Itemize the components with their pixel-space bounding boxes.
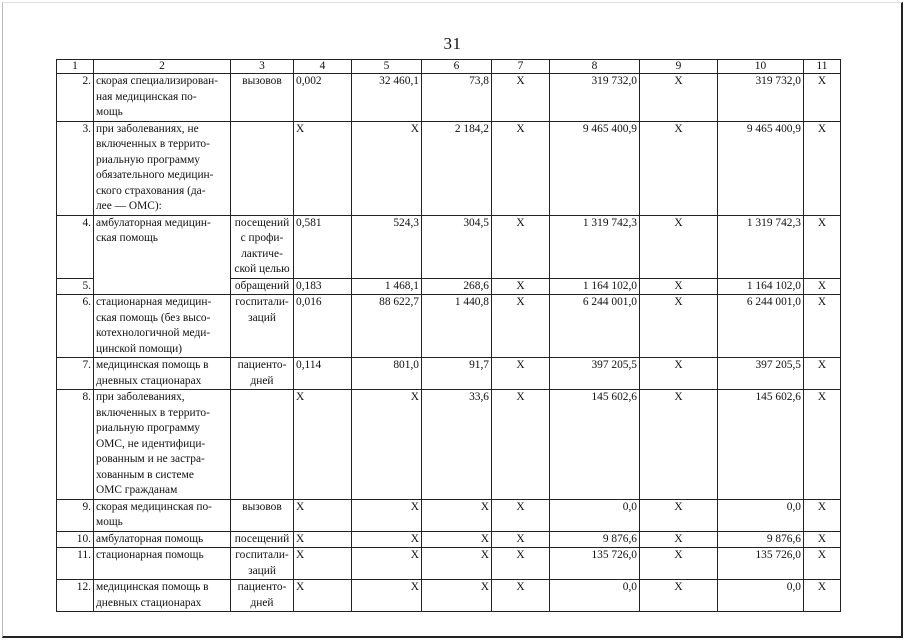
row-c4-cell: X [294, 531, 352, 548]
row-c6-cell: X [422, 548, 492, 580]
row-number-cell: 6. [57, 295, 94, 358]
row-number-cell: 2. [57, 74, 94, 122]
row-name-cell: при заболеваниях, включенных в террито- риальную программу ОМС, не идентифици- рованным и не застра- хованным в системе ОМС гражданам [94, 390, 231, 500]
row-number-cell: 4. [57, 215, 94, 278]
row-c9-cell: X [640, 278, 718, 295]
row-unit-cell: вызовов [231, 499, 294, 531]
row-c8-cell: 145 602,6 [550, 390, 640, 500]
row-c8-cell: 1 319 742,3 [550, 215, 640, 278]
row-c4-cell: 0,016 [294, 295, 352, 358]
row-c9-cell: X [640, 295, 718, 358]
row-unit-cell: пациенто- дней [231, 358, 294, 390]
row-c7-cell: X [492, 580, 550, 612]
row-c8-cell: 9 465 400,9 [550, 121, 640, 215]
row-unit-cell: посещений с профи- лактиче- ской целью [231, 215, 294, 278]
row-c8-cell: 1 164 102,0 [550, 278, 640, 295]
row-c5-cell: 1 468,1 [352, 278, 422, 295]
row-c5-cell: X [352, 499, 422, 531]
row-c11-cell: X [804, 278, 841, 295]
row-c10-cell: 1 319 742,3 [718, 215, 804, 278]
table-row [57, 215, 841, 278]
table-row [57, 499, 841, 531]
row-name-cell: медицинская помощь в дневных стационарах [94, 358, 231, 390]
row-c7-cell: X [492, 74, 550, 122]
column-header: 4 [294, 60, 352, 74]
row-c6-cell: 1 440,8 [422, 295, 492, 358]
row-c8-cell: 0,0 [550, 580, 640, 612]
row-c8-cell: 9 876,6 [550, 531, 640, 548]
row-unit-cell [231, 390, 294, 500]
row-c8-cell: 319 732,0 [550, 74, 640, 122]
row-c6-cell: 91,7 [422, 358, 492, 390]
row-c10-cell: 145 602,6 [718, 390, 804, 500]
row-c4-cell: 0,581 [294, 215, 352, 278]
row-c6-cell: 268,6 [422, 278, 492, 295]
table-row [57, 548, 841, 580]
row-c7-cell: X [492, 121, 550, 215]
row-c4-cell: X [294, 580, 352, 612]
row-name-cell: амбулаторная медицин- ская помощь [94, 215, 231, 278]
row-c6-cell: 33,6 [422, 390, 492, 500]
row-c10-cell: 0,0 [718, 580, 804, 612]
row-c7-cell: X [492, 548, 550, 580]
table-row [57, 74, 841, 122]
row-name-cell: стационарная помощь [94, 548, 231, 580]
row-c11-cell: X [804, 499, 841, 531]
row-name-cell: стационарная медицин- ская помощь (без высо- котехнологичной меди- цинской помощи) [94, 295, 231, 358]
row-c11-cell: X [804, 74, 841, 122]
row-unit-cell: госпитали- заций [231, 548, 294, 580]
row-c11-cell: X [804, 215, 841, 278]
row-unit-cell: обращений [231, 278, 294, 295]
table-body [57, 74, 841, 612]
row-c10-cell: 1 164 102,0 [718, 278, 804, 295]
row-c9-cell: X [640, 548, 718, 580]
row-unit-cell: госпитали- заций [231, 295, 294, 358]
row-c6-cell: X [422, 531, 492, 548]
row-number-cell: 11. [57, 548, 94, 580]
row-number-cell: 12. [57, 580, 94, 612]
row-c6-cell: 2 184,2 [422, 121, 492, 215]
row-number-cell: 5. [57, 278, 94, 295]
row-c11-cell: X [804, 390, 841, 500]
row-c4-cell: 0,002 [294, 74, 352, 122]
table-row [57, 390, 841, 500]
row-name-cell: медицинская помощь в дневных стационарах [94, 580, 231, 612]
row-c5-cell: 88 622,7 [352, 295, 422, 358]
row-number-cell: 7. [57, 358, 94, 390]
row-c5-cell: 32 460,1 [352, 74, 422, 122]
row-unit-cell: пациенто- дней [231, 580, 294, 612]
row-c7-cell: X [492, 531, 550, 548]
page-number: 31 [443, 34, 462, 53]
table-row [57, 278, 841, 295]
row-c10-cell: 135 726,0 [718, 548, 804, 580]
row-c6-cell: X [422, 580, 492, 612]
column-header: 1 [57, 60, 94, 74]
table-row [57, 531, 841, 548]
row-number-cell: 10. [57, 531, 94, 548]
row-c9-cell: X [640, 531, 718, 548]
row-c8-cell: 135 726,0 [550, 548, 640, 580]
row-unit-cell [231, 121, 294, 215]
row-unit-cell: вызовов [231, 74, 294, 122]
row-c10-cell: 319 732,0 [718, 74, 804, 122]
data-table [56, 59, 841, 612]
row-name-cell: амбулаторная помощь [94, 531, 231, 548]
column-header: 2 [94, 60, 231, 74]
row-c11-cell: X [804, 580, 841, 612]
row-c5-cell: X [352, 580, 422, 612]
row-name-cell: скорая медицинская по- мощь [94, 499, 231, 531]
row-c7-cell: X [492, 278, 550, 295]
row-c6-cell: 73,8 [422, 74, 492, 122]
row-c5-cell: X [352, 121, 422, 215]
row-c10-cell: 0,0 [718, 499, 804, 531]
row-c5-cell: 801,0 [352, 358, 422, 390]
column-header: 7 [492, 60, 550, 74]
row-c5-cell: X [352, 548, 422, 580]
column-header: 3 [231, 60, 294, 74]
row-name-cell: скорая специализирован- ная медицинская по- мощь [94, 74, 231, 122]
row-c4-cell: X [294, 390, 352, 500]
row-c4-cell: X [294, 548, 352, 580]
column-header: 9 [640, 60, 718, 74]
row-c5-cell: X [352, 531, 422, 548]
row-unit-cell: посещений [231, 531, 294, 548]
row-c4-cell: X [294, 121, 352, 215]
row-c10-cell: 6 244 001,0 [718, 295, 804, 358]
column-header: 6 [422, 60, 492, 74]
row-name-cell: при заболеваниях, не включенных в террито- риальную программу обязательного медицин- ского страхования (да- лее — ОМС): [94, 121, 231, 215]
row-c11-cell: X [804, 531, 841, 548]
table-row [57, 121, 841, 215]
row-c7-cell: X [492, 295, 550, 358]
column-header: 8 [550, 60, 640, 74]
table-row [57, 295, 841, 358]
row-c11-cell: X [804, 358, 841, 390]
row-c7-cell: X [492, 390, 550, 500]
row-c10-cell: 9 876,6 [718, 531, 804, 548]
row-c9-cell: X [640, 499, 718, 531]
row-c4-cell: 0,183 [294, 278, 352, 295]
row-c5-cell: X [352, 390, 422, 500]
row-number-cell: 9. [57, 499, 94, 531]
row-c9-cell: X [640, 121, 718, 215]
row-c6-cell: X [422, 499, 492, 531]
table-row [57, 358, 841, 390]
row-c9-cell: X [640, 358, 718, 390]
row-number-cell: 3. [57, 121, 94, 215]
table-row [57, 580, 841, 612]
row-number-cell: 8. [57, 390, 94, 500]
row-c8-cell: 0,0 [550, 499, 640, 531]
row-c10-cell: 9 465 400,9 [718, 121, 804, 215]
row-c9-cell: X [640, 215, 718, 278]
row-c7-cell: X [492, 499, 550, 531]
row-c9-cell: X [640, 74, 718, 122]
row-c9-cell: X [640, 390, 718, 500]
column-header: 11 [804, 60, 841, 74]
row-c8-cell: 6 244 001,0 [550, 295, 640, 358]
row-c10-cell: 397 205,5 [718, 358, 804, 390]
row-c11-cell: X [804, 121, 841, 215]
row-c6-cell: 304,5 [422, 215, 492, 278]
row-c7-cell: X [492, 358, 550, 390]
row-c9-cell: X [640, 580, 718, 612]
row-c4-cell: 0,114 [294, 358, 352, 390]
row-c4-cell: X [294, 499, 352, 531]
row-c7-cell: X [492, 215, 550, 278]
column-header: 5 [352, 60, 422, 74]
row-c5-cell: 524,3 [352, 215, 422, 278]
row-name-cell [94, 278, 231, 295]
column-header: 10 [718, 60, 804, 74]
row-c11-cell: X [804, 548, 841, 580]
row-c8-cell: 397 205,5 [550, 358, 640, 390]
row-c11-cell: X [804, 295, 841, 358]
header-row [57, 60, 841, 74]
